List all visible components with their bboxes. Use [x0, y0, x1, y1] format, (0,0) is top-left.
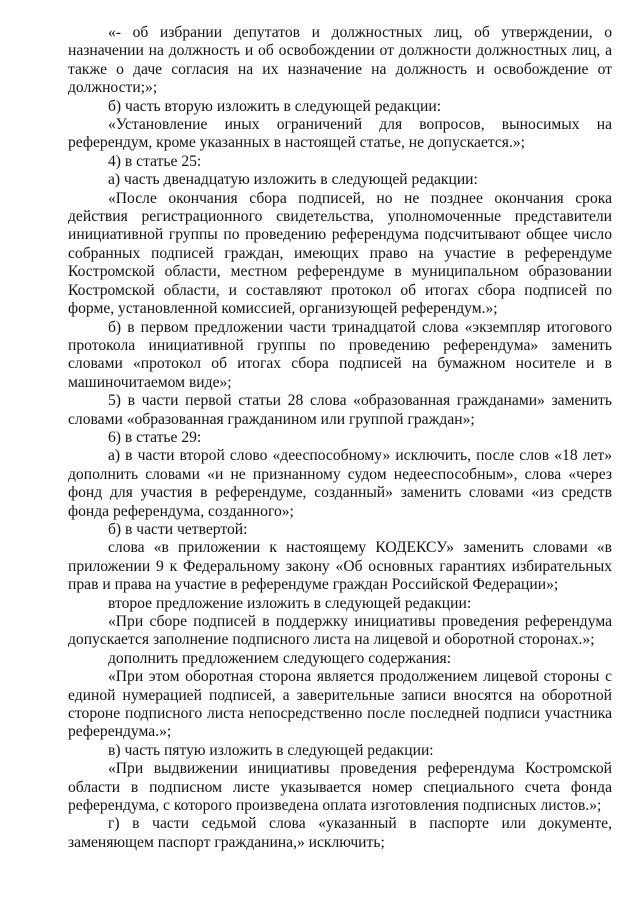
paragraph: 4) в статье 25:: [108, 152, 202, 170]
paragraph: г) в части седьмой слова «указанный в паспорте или документе, заменяющем паспорт гражданина,» исключить;: [68, 815, 612, 851]
paragraph: слова «в приложении к настоящему КОДЕКСУ» заменить словами «в приложении 9 к Федеральному закону «Об основных гарантиях избирательных прав и права на участие в референдуме граждан Российской Федерации»;: [68, 539, 612, 594]
paragraph: б) в первом предложении части тринадцатой слова «экземпляр итогового протокола инициативной группы по проведению референдума» заменить словами «протокол об итогах сбора подписей на бумажном носителе и в машиночитаемом виде»;: [68, 318, 612, 391]
paragraph: второе предложение изложить в следующей редакции:: [108, 594, 472, 612]
paragraph: «- об избрании депутатов и должностных лиц, об утверждении, о назначении на должность и об освобождении от должности должностных лиц, а также о даче согласия на их назначение на должность и освобождение от должности;»;: [68, 24, 612, 97]
paragraph: дополнить предложением следующего содержания:: [108, 649, 452, 667]
paragraph: б) в части четвертой:: [108, 520, 248, 538]
paragraph: «При этом оборотная сторона является продолжением лицевой стороны с единой нумерацией подписей, а заверительные записи вносятся на оборотной стороне подписного листа непосредственно после последней подписи участника референдума.»;: [68, 668, 612, 741]
paragraph: «При выдвижении инициативы проведения референдума Костромской области в подписном листе указывается номер специального счета фонда референдума, с которого произведена оплата изготовления подписных листов.»;: [68, 760, 612, 815]
paragraph: б) часть вторую изложить в следующей редакции:: [108, 97, 442, 115]
paragraph: «После окончания сбора подписей, но не позднее окончания срока действия регистрационного свидетельства, уполномоченные представители инициативной группы по проведению референдума подсчитывают общее число собранных подписей граждан, имеющих право на участие в референдуме Костромской области, местном референдуме в муниципальном образовании Костромской области, и составляют протокол об итогах сбора подписей по форме, установленной комиссией, организующей референдум.»;: [68, 189, 612, 318]
paragraph: а) часть двенадцатую изложить в следующей редакции:: [108, 171, 478, 189]
paragraph: в) часть пятую изложить в следующей редакции:: [108, 741, 434, 759]
paragraph: «При сборе подписей в поддержку инициативы проведения референдума допускается заполнение подписного листа на лицевой и оборотной сторонах.»;: [68, 613, 612, 649]
document-body: [68, 24, 612, 852]
paragraph: 6) в статье 29:: [108, 428, 202, 446]
paragraph: «Установление иных ограничений для вопросов, выносимых на референдум, кроме указанных в настоящей статье, не допускается.»;: [68, 116, 612, 152]
paragraph: 5) в части первой статьи 28 слова «образованная гражданами» заменить словами «образованная гражданином или группой граждан»;: [68, 392, 612, 428]
paragraph: а) в части второй слово «дееспособному» исключить, после слов «18 лет» дополнить словами «и не признанному судом недееспособным», слова «через фонд для участия в референдуме, созданный» заменить словами «из средств фонда референдума, созданного»;: [68, 447, 612, 520]
